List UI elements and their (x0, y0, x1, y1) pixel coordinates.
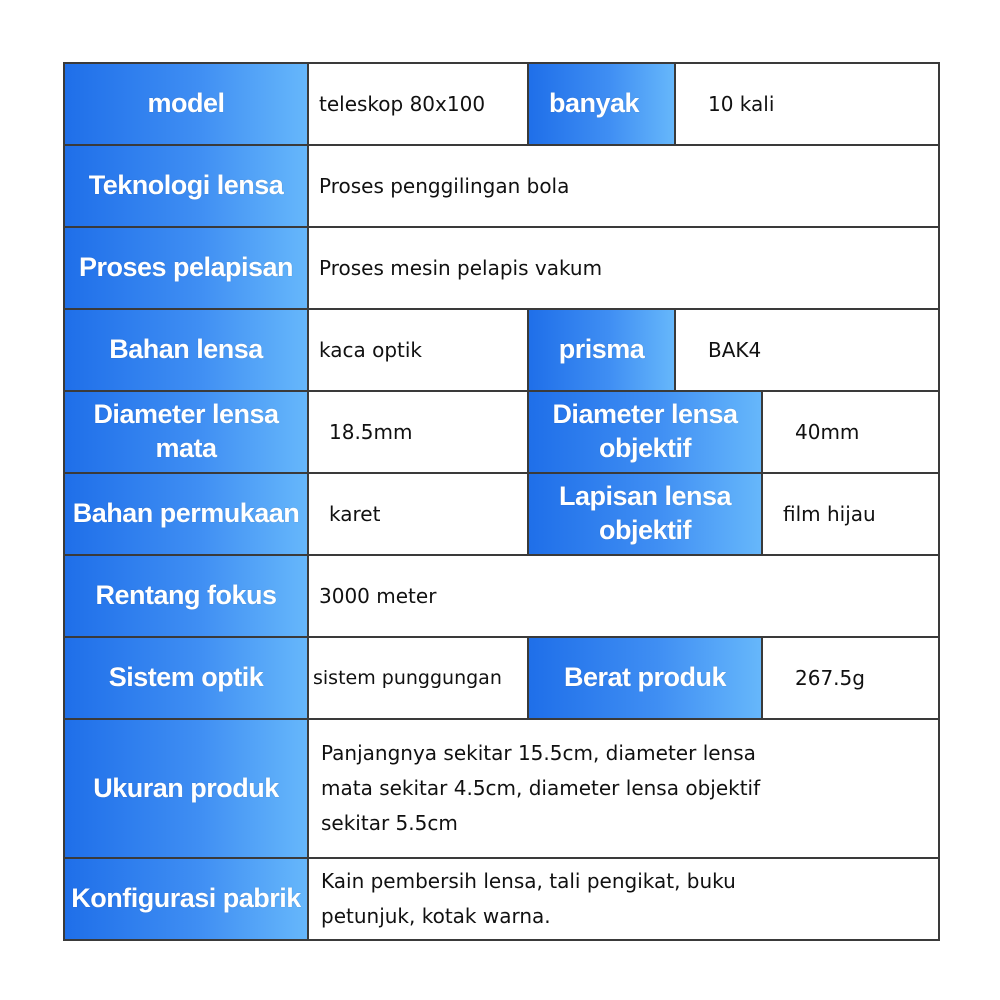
spec-value-model: teleskop 80x100 (308, 63, 528, 145)
table-row (64, 719, 939, 858)
spec-table (63, 62, 940, 941)
spec-value-factory-config (308, 858, 939, 940)
table-row (64, 473, 939, 555)
product-size-text: Panjangnya sekitar 15.5cm, diameter lensa mata sekitar 4.5cm, diameter lensa objektif sekitar 5.5cm (321, 741, 761, 835)
spec-value-coating-process: Proses mesin pelapis vakum (308, 227, 939, 309)
spec-label-surface-material: Bahan permukaan (64, 473, 308, 555)
table-row (64, 637, 939, 719)
spec-label-coating-process: Proses pelapisan (64, 227, 308, 309)
spec-value-objective-coating: film hijau (762, 473, 939, 555)
spec-label-factory-config: Konfigurasi pabrik (64, 858, 308, 940)
factory-config-text: Kain pembersih lensa, tali pengikat, buku petunjuk, kotak warna. (321, 869, 736, 928)
spec-value-product-weight: 267.5g (762, 637, 939, 719)
spec-value-prism: BAK4 (675, 309, 939, 391)
spec-label-prism: prisma (528, 309, 675, 391)
table-row (64, 309, 939, 391)
spec-value-magnification: 10 kali (675, 63, 939, 145)
spec-label-objective-coating: Lapisan lensa objektif (528, 473, 762, 555)
spec-value-surface-material: karet (308, 473, 528, 555)
spec-label-product-weight: Berat produk (528, 637, 762, 719)
spec-value-objective-diameter: 40mm (762, 391, 939, 473)
table-row (64, 63, 939, 145)
spec-value-optical-system: sistem punggungan (308, 637, 528, 719)
spec-label-optical-system: Sistem optik (64, 637, 308, 719)
spec-label-model: model (64, 63, 308, 145)
table-row (64, 391, 939, 473)
spec-label-lens-material: Bahan lensa (64, 309, 308, 391)
spec-label-product-size: Ukuran produk (64, 719, 308, 858)
table-row (64, 145, 939, 227)
spec-value-eyepiece-diameter: 18.5mm (308, 391, 528, 473)
spec-label-focus-range: Rentang fokus (64, 555, 308, 637)
spec-value-product-size (308, 719, 939, 858)
spec-value-focus-range: 3000 meter (308, 555, 939, 637)
table-row (64, 555, 939, 637)
spec-value-lens-material: kaca optik (308, 309, 528, 391)
spec-label-magnification: banyak (528, 63, 675, 145)
spec-value-lens-technology: Proses penggilingan bola (308, 145, 939, 227)
spec-label-eyepiece-diameter: Diameter lensa mata (64, 391, 308, 473)
table-row (64, 227, 939, 309)
spec-label-objective-diameter: Diameter lensa objektif (528, 391, 762, 473)
table-row (64, 858, 939, 940)
spec-label-lens-technology: Teknologi lensa (64, 145, 308, 227)
